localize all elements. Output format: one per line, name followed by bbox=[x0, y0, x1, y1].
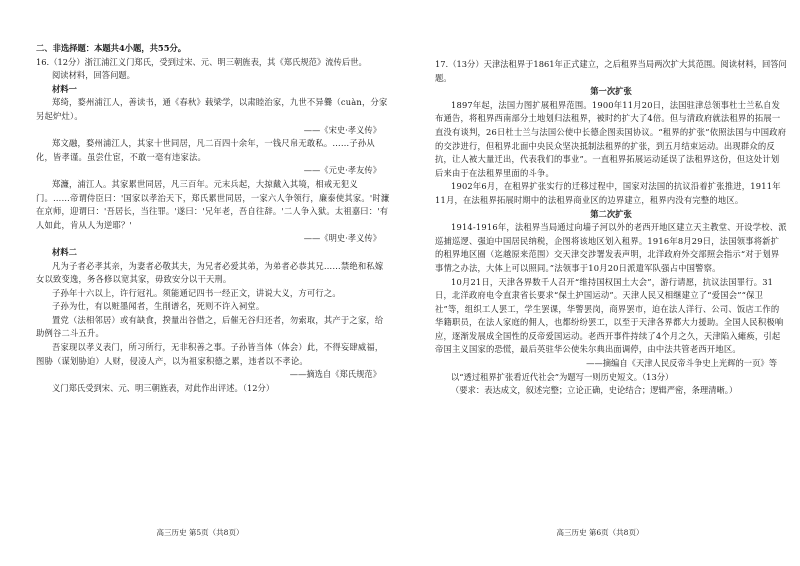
m1-source-3: ——《明史·孝义传》 bbox=[303, 233, 381, 244]
material2-title: 材料二 bbox=[52, 246, 77, 257]
page-right bbox=[400, 0, 800, 566]
left-footer: 高三历史 第5页（共8页） bbox=[156, 528, 244, 537]
right-footer: 高三历史 第6页（共8页） bbox=[556, 528, 644, 537]
m1-paragraph-3: 郑濂，浦江人。其家累世同居，凡三百年。元末兵起，大掠戴入其境，相戒无犯义门。……帝谓侍臣曰：'国家以孝治天下，郑氏累世同居，一家六人争领行，廉泰使其家。'时濂在京师，迎谓曰：'吾居长，当往罪。'遂曰：'兄年老，吾自往辞。'二人争入狱。太祖嘉曰：'有人如此，肯从人为逆耶？' bbox=[36, 178, 390, 230]
m1-paragraph-2: 郑文融，婺州浦江人，其家十世同居，凡二百四十余年，一钱尺帛无敢私。……子孙从化，皆孝谨。虽尝仕宦，不敢一毫有违家法。 bbox=[36, 138, 375, 162]
m2-paragraph-4: 置党（法相邻居）或有缺食，揆量出谷借之，后催无谷归还者，勿索取，其产于之家，给助例谷二斗五升。 bbox=[36, 314, 384, 339]
material1-title: 材料一 bbox=[52, 83, 77, 94]
q17-requirements: （要求：表达成文，叙述完整；立论正确，史论结合；逻辑严密，条理清晰。） bbox=[451, 385, 738, 396]
m2-paragraph-2: 子孙年十六以上，许行冠礼。须能通记四书一经正文，讲说大义，方可行之。 bbox=[52, 287, 341, 298]
q16-instruction: 阅读材料，回答问题。 bbox=[52, 70, 135, 81]
m2-paragraph-1: 凡为子者必孝其亲，为妻者必敬其夫，为兄者必爱其弟，为弟者必恭其兄……禁绝和私嫁女以致变逸，务各修以宽其家，毋致安分以干天刑。 bbox=[36, 260, 384, 285]
m2-paragraph-3: 子孙为仕，有以赃墨闻者，生削谱名，死则不许入祠堂。 bbox=[52, 301, 265, 312]
m1-source-1: ——《宋史·孝义传》 bbox=[303, 124, 381, 135]
q16-task: 义门郑氏受到宋、元、明三朝旌表，对此作出评述。（12分） bbox=[52, 382, 275, 393]
right-column bbox=[435, 58, 787, 398]
m1-paragraph-1: 郑绮，婺州浦江人，善读书，通《春秋》载梁学，以肃睦治家，九世不异爨（cuàn，分家另起炉灶）。 bbox=[36, 97, 388, 121]
m2-source: ——摘选自《郑氏规范》 bbox=[289, 369, 381, 380]
e2-source: ——摘编自《天津人民反帝斗争史上光辉的一页》等 bbox=[586, 358, 777, 369]
e2-paragraph-1: 1914-1916年，法租界当局通过向墙子河以外的老西开地区建立天主教堂、开设学校、派巡捕巡逻、强迫中国居民纳税，企图将该地区划入租界。1916年8月29日，法国领事将新扩的租界地区圈（迄越原来范围）交天津交涉署发表声明，北洋政府外交部照会指示“对于划界事情之办法，大体上可以照同。”法领事于10月20日派遣军队强占中国警察。 bbox=[435, 222, 787, 273]
e1-paragraph-2: 1902年6月，在租界扩张实行的迁移过程中，国家对法国的抗议沿着扩张推进，1911年11月，在法租界拓展时期中的法租界商业区的边界建立，租界内没有完整的地区。 bbox=[435, 181, 781, 205]
ext1-title: 第一次扩张 bbox=[590, 86, 632, 97]
ext2-title: 第二次扩张 bbox=[590, 208, 632, 219]
section-title: 二、非选择题：本题共4小题，共55分。 bbox=[36, 43, 187, 53]
q17-task: 以“透过租界扩张看近代社会”为题写一则历史短文。（13分） bbox=[451, 371, 674, 382]
q16-intro: 16.（12分）浙江浦江义门郑氏，受到过宋、元、明三朝旌表，其《郑氏规范》流传后世。 bbox=[36, 56, 367, 67]
m2-paragraph-5: 吾家现以孝义表门，所习所行，无非积善之事。子孙皆当体（体会）此，不得妄肆威福，图胁（谋划胁迫）人财，侵凌人产，以为祖家积德之累，违者以不孝论。 bbox=[36, 342, 384, 366]
q17-intro: 17.（13分）天津法租界于1861年正式建立，之后租界当局两次扩大其范围。阅读材料，回答问题。 bbox=[435, 59, 787, 83]
left-column bbox=[36, 42, 391, 395]
e2-paragraph-2: 10月21日，天津各界数千人召开“维持国权国土大会”，游行请愿，抗议法国罪行。31日，北洋政府电令直隶省长要求“保土护国运动”。天津人民又相继建立了“爱国会”“保卫社”等，组织工人罢工，学生罢课，华警罢岗，商界罢市，迫在法人洋行、公司、饭店工作的华籍职员，在法人家庭的佣人，也都纷纷罢工，以至于天津各界都大力援助。全国人民积极响应，逐渐发展成全国性的反帝爱国运动。老西开事件持续了4个月之久，天津陷入瘫痪，引起帝国主义国家的恐慌，最后英驻华公使朱尔典出面调停，由中法共管老西开地区。 bbox=[435, 276, 784, 355]
e1-paragraph-1: 1897年起，法国力图扩展租界范围。1900年11月20日，法国驻津总领事杜士兰私自发布通告，将租界西南部分土地划归法租界，被时约扩大了4倍。但与清政府就法租界的拓展一直没有谈判，26日杜士兰与法国公使中长德企图卖国协议。“租界的扩张”依照法国与中国政府的交涉进行，但租界北面中央民众坚决抵制法租界的扩张，到五月结束运动。出现群众的反抗，让人被大量迁出，代表我们的事业”。一直租界拓展运动延误了法租界这份，但这处计划后来由于在法租界里面的斗争。 bbox=[435, 99, 787, 178]
m1-source-2: ——《元史·孝友传》 bbox=[303, 165, 381, 176]
